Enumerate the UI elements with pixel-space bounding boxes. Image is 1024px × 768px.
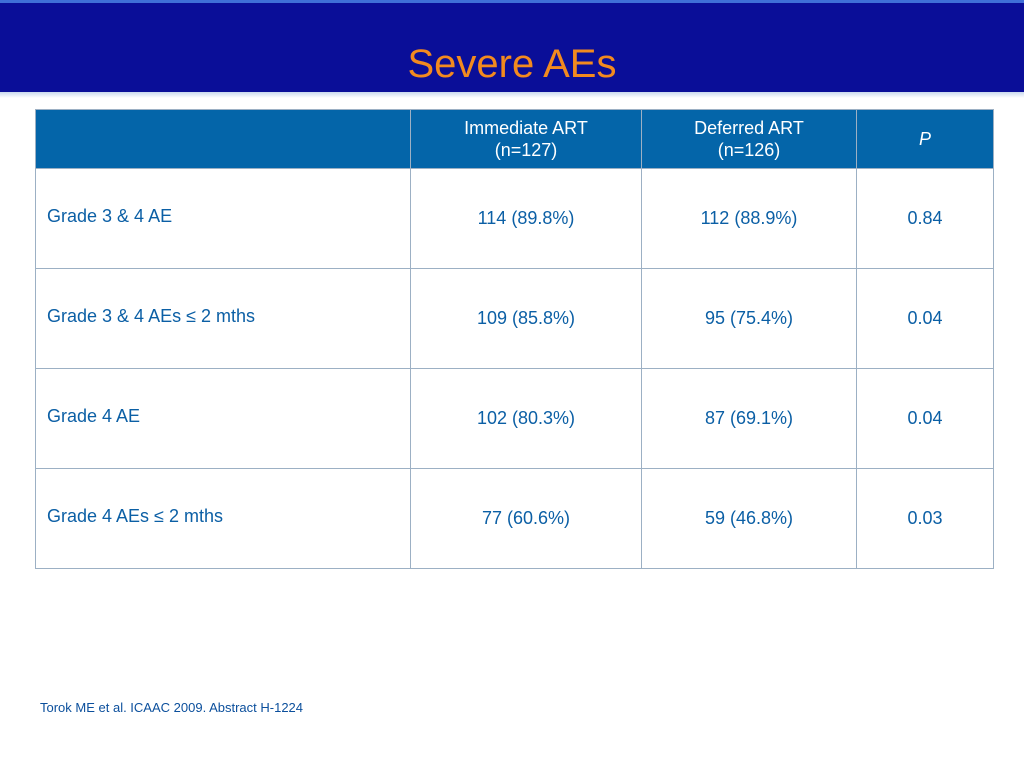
table-header-row (36, 110, 994, 169)
citation: Torok ME et al. ICAAC 2009. Abstract H-1224 (40, 700, 304, 715)
header-immediate-art-n: (n=127) (494, 140, 558, 160)
row-label: Grade 3 & 4 AE (36, 169, 411, 269)
title-bar-shadow (0, 92, 1024, 98)
immediate-art-cell: 102 (80.3%) (411, 369, 642, 469)
row-label: Grade 3 & 4 AEs ≤ 2 mths (36, 269, 411, 369)
deferred-art-cell: 59 (46.8%) (642, 469, 857, 569)
severe-ae-table (35, 109, 994, 569)
p-value-cell: 0.84 (857, 169, 994, 269)
immediate-art-cell: 77 (60.6%) (411, 469, 642, 569)
p-value-cell: 0.04 (857, 369, 994, 469)
row-label: Grade 4 AE (36, 369, 411, 469)
row-label: Grade 4 AEs ≤ 2 mths (36, 469, 411, 569)
immediate-art-cell: 109 (85.8%) (411, 269, 642, 369)
deferred-art-cell: 95 (75.4%) (642, 269, 857, 369)
header-deferred-art-n: (n=126) (717, 140, 781, 160)
immediate-art-cell: 114 (89.8%) (411, 169, 642, 269)
table-row (36, 169, 994, 269)
p-value-cell: 0.04 (857, 269, 994, 369)
header-deferred-art (642, 110, 857, 169)
header-immediate-art-label: Immediate ART (464, 118, 588, 138)
table-row (36, 269, 994, 369)
table-row (36, 469, 994, 569)
slide-title: Severe AEs (407, 42, 617, 86)
header-p-label: P (918, 129, 931, 149)
header-deferred-art-label: Deferred ART (694, 118, 804, 138)
deferred-art-cell: 112 (88.9%) (642, 169, 857, 269)
header-immediate-art (411, 110, 642, 169)
header-blank (36, 110, 411, 169)
p-value-cell: 0.03 (857, 469, 994, 569)
table-row (36, 369, 994, 469)
deferred-art-cell: 87 (69.1%) (642, 369, 857, 469)
header-p-value (857, 110, 994, 169)
